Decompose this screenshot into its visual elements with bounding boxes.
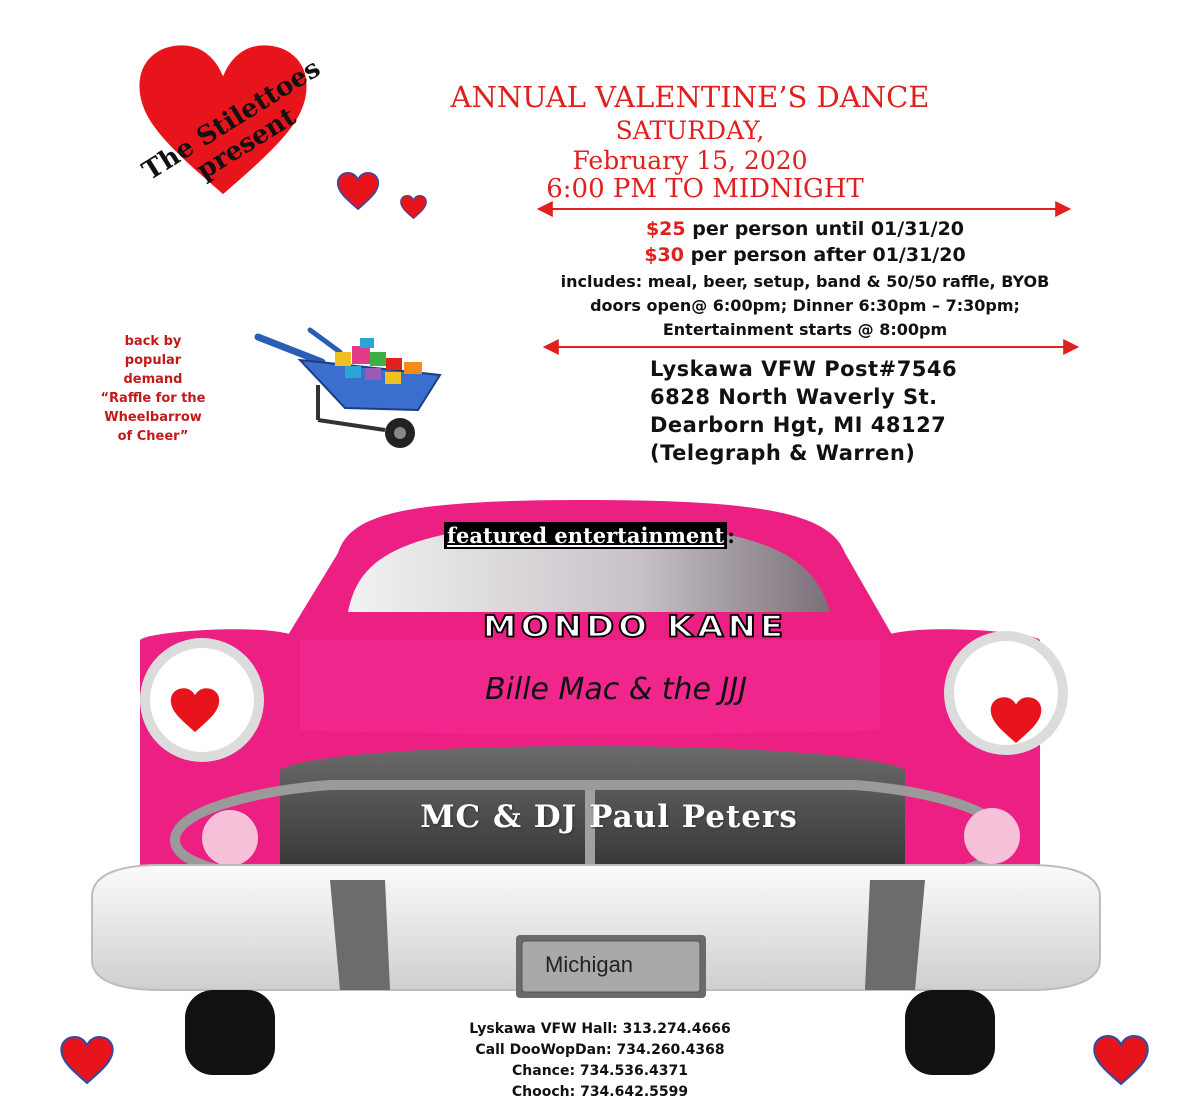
band-mondo-kane <box>0 610 1182 644</box>
license-plate-text: Michigan <box>545 952 634 977</box>
event-title <box>390 80 990 114</box>
contact-list <box>430 1019 770 1103</box>
band-mondo-kane-text: MONDO KANE <box>482 610 788 644</box>
heart-icon <box>1094 1036 1147 1084</box>
includes-line <box>420 272 1182 291</box>
doors-text: doors open@ 6:00pm; Dinner 6:30pm – 7:30pm; <box>590 296 1020 315</box>
price-late-text: per person after 01/31/20 <box>683 244 966 266</box>
raffle-line: popular <box>124 353 182 368</box>
featured-label <box>444 523 735 548</box>
includes-text: includes: meal, beer, setup, band & 50/50 raffle, BYOB <box>560 272 1050 291</box>
event-title-text: ANNUAL VALENTINE’S DANCE <box>450 80 930 114</box>
raffle-line: back by <box>124 334 182 349</box>
entertainment-time-line <box>420 320 1182 339</box>
mc-dj-text: MC & DJ Paul Peters <box>420 799 798 835</box>
contact-hall: Lyskawa VFW Hall: 313.274.4666 <box>469 1021 731 1037</box>
featured-colon: : <box>727 523 736 548</box>
contact-chance: Chance: 734.536.4371 <box>512 1063 688 1079</box>
venue-name: Lyskawa VFW Post#7546 <box>650 357 958 381</box>
pink-car <box>92 500 1100 1075</box>
band-bille-mac-text: Bille Mac & the JJJ <box>484 672 748 707</box>
venue-street: 6828 North Waverly St. <box>650 385 938 409</box>
heart-icon <box>338 173 379 209</box>
price-early: $25 <box>645 218 686 240</box>
price-line-2 <box>420 244 1182 266</box>
wheelbarrow-icon <box>258 330 440 448</box>
event-date <box>390 146 990 175</box>
entertainment-time-text: Entertainment starts @ 8:00pm <box>662 320 948 339</box>
presenter-text: The Stilettoes present <box>137 53 326 187</box>
venue-block <box>650 355 1070 467</box>
raffle-line: of Cheer” <box>117 429 189 444</box>
venue-cross-streets: (Telegraph & Warren) <box>650 441 916 465</box>
raffle-line: Wheelbarrow <box>104 410 202 425</box>
price-early-text: per person until 01/31/20 <box>685 218 965 240</box>
event-time-text: 6:00 PM TO MIDNIGHT <box>546 174 864 204</box>
event-day-text: SATURDAY, <box>615 116 765 145</box>
event-day <box>390 116 990 145</box>
band-bille-mac <box>0 672 1182 707</box>
contact-dan: Call DooWopDan: 734.260.4368 <box>475 1042 725 1058</box>
price-late: $30 <box>644 244 684 266</box>
contact-chooch: Chooch: 734.642.5599 <box>511 1084 689 1100</box>
event-time <box>390 174 1020 204</box>
raffle-line: “Raffle for the <box>100 391 206 406</box>
venue-city: Dearborn Hgt, MI 48127 <box>650 413 947 437</box>
raffle-note <box>78 332 228 446</box>
license-plate <box>545 952 633 978</box>
mc-dj <box>0 799 1182 835</box>
raffle-line: demand <box>123 372 183 387</box>
price-line-1 <box>420 218 1182 240</box>
featured-label-text: featured entertainment <box>444 522 727 549</box>
heart-icon <box>61 1037 112 1083</box>
doors-line <box>420 296 1182 315</box>
event-date-text: February 15, 2020 <box>572 146 808 175</box>
